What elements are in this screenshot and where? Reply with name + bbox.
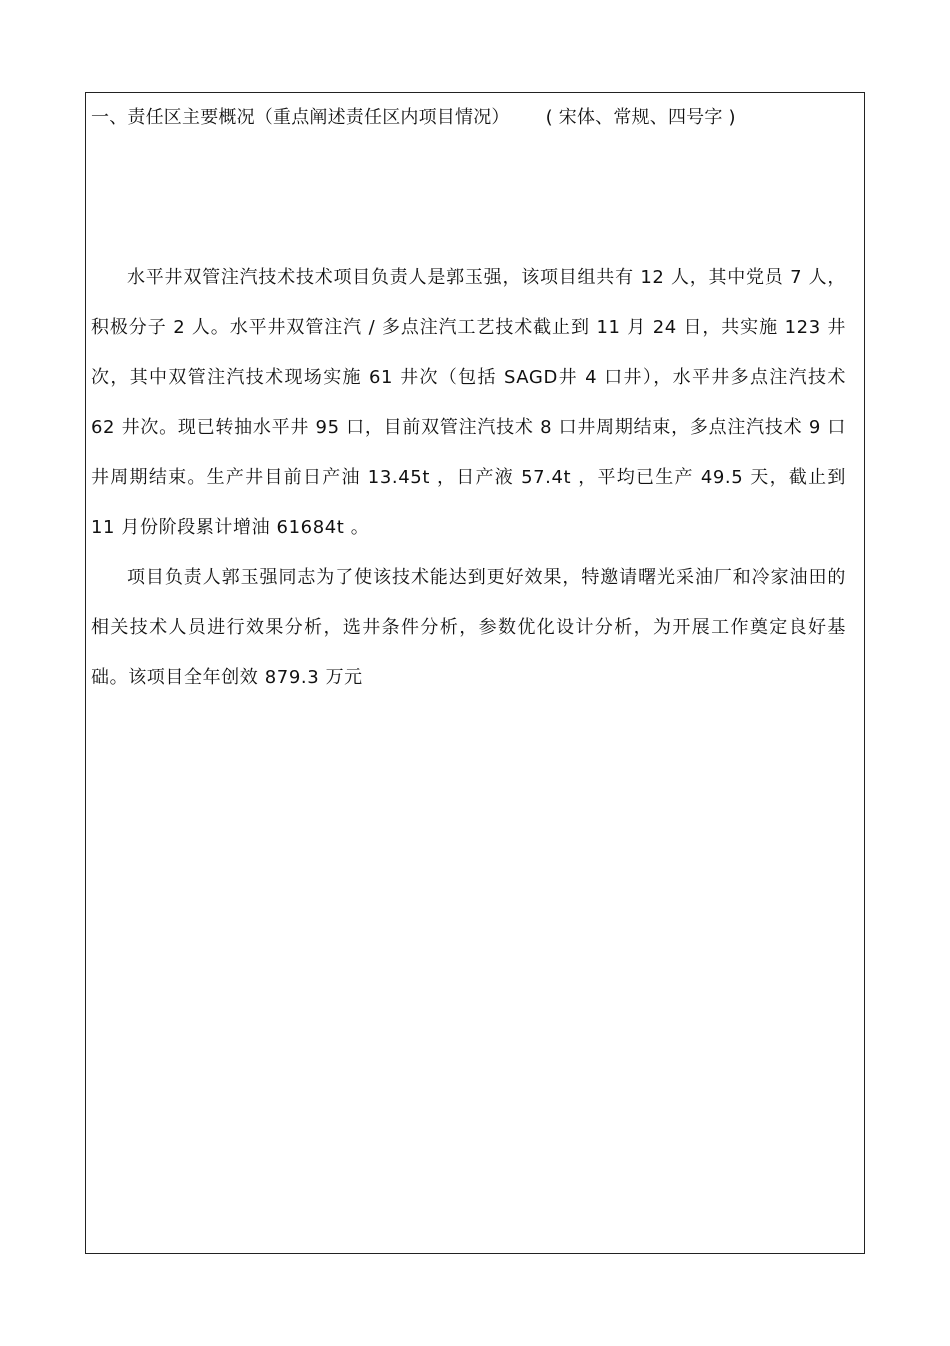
section-title: 一、责任区主要概况（重点阐述责任区内项目情况） bbox=[91, 107, 510, 128]
section-body bbox=[91, 253, 846, 703]
paragraph-project-leader: 项目负责人郭玉强同志为了使该技术能达到更好效果，特邀请曙光采油厂和冷家油田的相关技术人员进行效果分析，选井条件分析，参数优化设计分析，为开展工作奠定良好基础。该项目全年创效 879.3 万元 bbox=[91, 567, 846, 688]
paragraph-project-overview: 水平井双管注汽技术技术项目负责人是郭玉强，该项目组共有 12 人，其中党员 7 人，积极分子 2 人。水平井双管注汽 / 多点注汽工艺技术截止到 11 月 24 日，共实施 123 井次，其中双管注汽技术现场实施 61 井次（包括 SAGD井 4 口井），水平井多点注汽技术 62 井次。现已转抽水平井 95 口，目前双管注汽技术 8 口井周期结束，多点注汽技术 9 口井周期结束。生产井目前日产油 13.45t ，日产液 57.4t ，平均已生产 49.5 天，截止到 11 月份阶段累计增油 61684t 。 bbox=[91, 267, 846, 538]
font-instruction-note: ( 宋体、常规、四号字 ) bbox=[545, 107, 736, 128]
form-table-cell bbox=[85, 92, 865, 1254]
section-heading bbox=[91, 107, 736, 129]
